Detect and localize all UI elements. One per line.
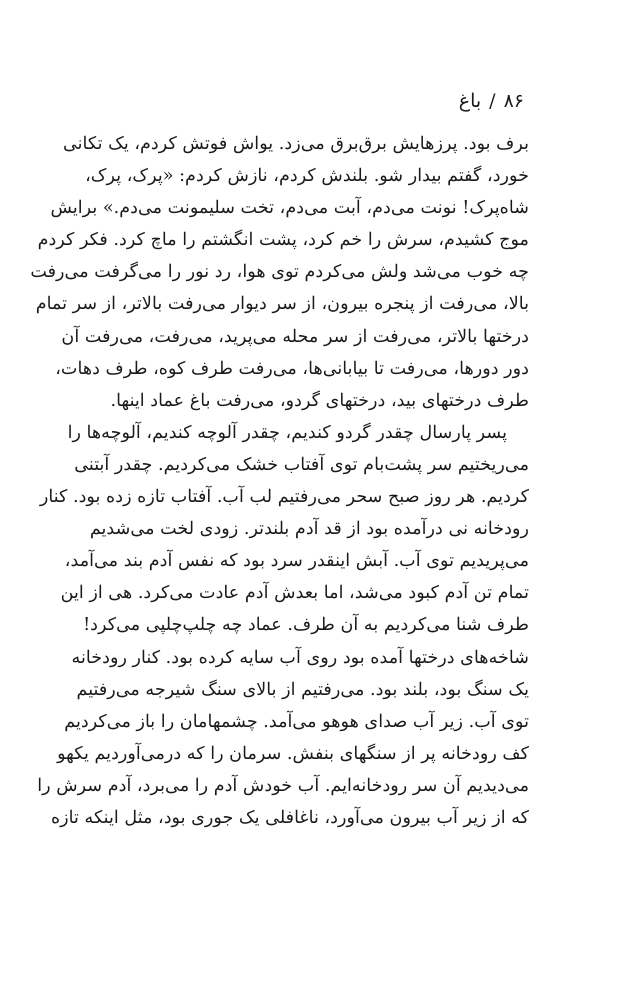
text-line: کردیم. هر روز صبح سحر می‌رفتیم لب آب. آفتاب تازه زده بود. کنار bbox=[39, 487, 529, 508]
text-line: تمام تن آدم کبود می‌شد، اما بعدش آدم عادت می‌کرد. هی از این bbox=[60, 583, 529, 604]
text-line: برف بود. پرزهایش برق‌برق می‌زد. یواش فوتش کردم، یک تکانی bbox=[62, 134, 529, 154]
header-separator: / bbox=[489, 90, 496, 112]
text-line: کف رودخانه پر از سنگهای بنفش. سرمان را که درمی‌آوردیم یکهو bbox=[57, 743, 529, 764]
text-line: توی آب. زیر آب صدای هوهو می‌آمد. چشمهامان را باز می‌کردیم bbox=[64, 711, 529, 732]
text-line: رودخانه نی درآمده بود از قد آدم بلندتر. زودی لخت می‌شدیم bbox=[89, 519, 529, 540]
chapter-title: باغ bbox=[458, 90, 482, 112]
body-text bbox=[30, 128, 529, 834]
text-line: می‌دیدیم آن سر رودخانه‌ایم. آب خودش آدم را می‌برد، آدم سرش را bbox=[37, 775, 529, 796]
page-number: ۸۶ bbox=[503, 90, 524, 112]
text-line: طرف شنا می‌کردیم به آن طرف. عماد چه چلپ‌چلپی می‌کرد! bbox=[83, 615, 529, 636]
text-line: چه خوب می‌شد ولش می‌کردم توی هوا، رد نور را می‌گرفت می‌رفت bbox=[30, 262, 529, 283]
text-line: خورد، گفتم بیدار شو. بلندش کردم، نازش کردم: «پرک، پرک، bbox=[85, 166, 529, 187]
text-line-paragraph-start: پسر پارسال چقدر گردو کندیم، چقدر آلوچه کندیم، آلوچه‌ها را bbox=[67, 422, 507, 443]
text-line: موج کشیدم، سرش را خم کرد، پشت انگشتم را ماچ کرد. فکر کردم bbox=[37, 230, 529, 251]
text-line-paragraph-end: طرف درختهای بید، درختهای گردو، می‌رفت باغ عماد اینها. bbox=[110, 390, 529, 411]
text-line: شاه‌پرک! نونت می‌دم، آبت می‌دم، تخت سلیمونت می‌دم.» برایش bbox=[50, 198, 529, 219]
text-line: یک سنگ بود، بلند بود. می‌رفتیم از بالای سنگ شیرجه می‌رفتیم bbox=[76, 679, 529, 700]
text-line: بالا، می‌رفت از پنجره بیرون، از سر دیوار می‌رفت بالاتر، از سر تمام bbox=[35, 294, 529, 315]
text-line: دور دورها، می‌رفت تا بیابانی‌ها، می‌رفت طرف کوه، طرف دهات، bbox=[55, 358, 529, 379]
text-line: می‌ریختیم سر پشت‌بام توی آفتاب خشک می‌کردیم. چقدر آبتنی bbox=[74, 454, 529, 475]
running-header bbox=[459, 88, 524, 114]
text-line: درختها بالاتر، می‌رفت از سر محله می‌پرید، می‌رفت، می‌رفت آن bbox=[61, 326, 529, 347]
text-line: شاخه‌های درختها آمده بود روی آب سایه کرده بود. کنار رودخانه bbox=[71, 647, 529, 668]
text-line: که از زیر آب بیرون می‌آورد، ناغافلی یک جوری بود، مثل اینکه تازه bbox=[50, 807, 529, 828]
text-line: می‌پریدیم توی آب. آبش اینقدر سرد بود که نفس آدم بند می‌آمد، bbox=[64, 551, 529, 572]
